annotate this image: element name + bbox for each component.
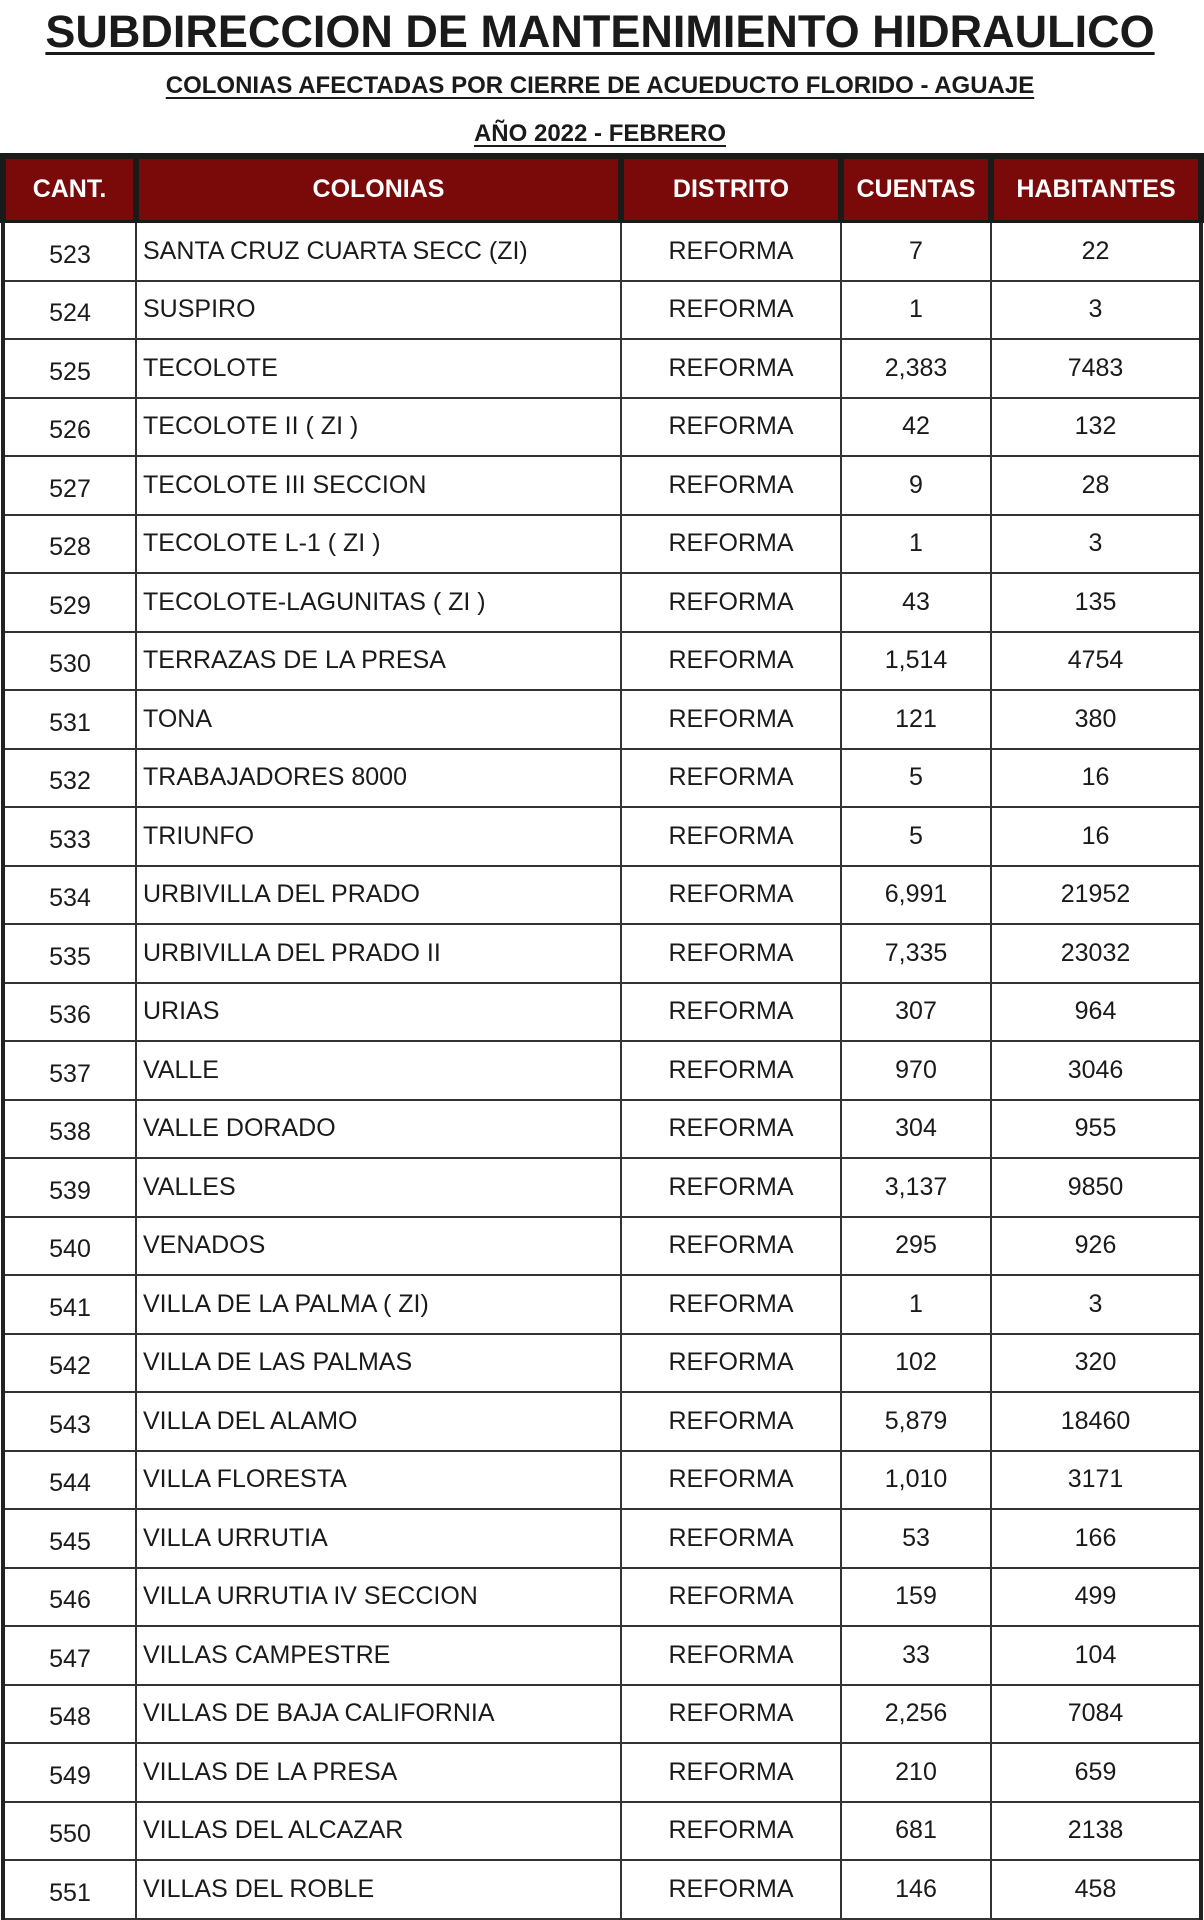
row-habitantes-cell: 16 xyxy=(991,749,1201,808)
row-cant-cell: 546 xyxy=(3,1568,136,1627)
row-cant-cell: 536 xyxy=(3,983,136,1042)
row-colonia-cell: TECOLOTE xyxy=(136,339,621,398)
table-row xyxy=(3,1334,1201,1393)
row-cant-cell: 529 xyxy=(3,573,136,632)
row-cuentas-cell: 159 xyxy=(841,1568,991,1627)
row-cant-cell: 540 xyxy=(3,1217,136,1276)
table-row xyxy=(3,1626,1201,1685)
row-colonia-cell: VILLA DE LA PALMA ( ZI) xyxy=(136,1275,621,1334)
row-cant-cell: 530 xyxy=(3,632,136,691)
table-row xyxy=(3,573,1201,632)
table-row xyxy=(3,1100,1201,1159)
table-body xyxy=(3,222,1201,1919)
row-habitantes-cell: 18460 xyxy=(991,1392,1201,1451)
row-habitantes-cell: 964 xyxy=(991,983,1201,1042)
row-distrito-cell: REFORMA xyxy=(621,1217,841,1276)
row-habitantes-cell: 926 xyxy=(991,1217,1201,1276)
row-cuentas-cell: 2,383 xyxy=(841,339,991,398)
row-cant-cell: 534 xyxy=(3,866,136,925)
row-cant-cell: 541 xyxy=(3,1275,136,1334)
row-distrito-cell: REFORMA xyxy=(621,1743,841,1802)
row-cant-cell: 526 xyxy=(3,398,136,457)
row-cuentas-cell: 53 xyxy=(841,1509,991,1568)
row-cuentas-cell: 5 xyxy=(841,807,991,866)
row-habitantes-cell: 21952 xyxy=(991,866,1201,925)
document-period xyxy=(0,114,1200,154)
row-cant-cell: 549 xyxy=(3,1743,136,1802)
row-cant-cell: 543 xyxy=(3,1392,136,1451)
row-cuentas-cell: 1,010 xyxy=(841,1451,991,1510)
column-header-cuentas: CUENTAS xyxy=(841,156,991,222)
table-row xyxy=(3,1041,1201,1100)
row-colonia-cell: VILLA URRUTIA xyxy=(136,1509,621,1568)
row-cuentas-cell: 210 xyxy=(841,1743,991,1802)
row-colonia-cell: VILLA URRUTIA IV SECCION xyxy=(136,1568,621,1627)
row-colonia-cell: VILLA FLORESTA xyxy=(136,1451,621,1510)
table-row xyxy=(3,222,1201,281)
row-distrito-cell: REFORMA xyxy=(621,1626,841,1685)
colonias-table-container xyxy=(0,153,1200,1907)
row-colonia-cell: VALLE DORADO xyxy=(136,1100,621,1159)
row-distrito-cell: REFORMA xyxy=(621,983,841,1042)
row-colonia-cell: VENADOS xyxy=(136,1217,621,1276)
row-habitantes-cell: 955 xyxy=(991,1100,1201,1159)
row-colonia-cell: SUSPIRO xyxy=(136,281,621,340)
table-header-row xyxy=(3,156,1201,222)
row-distrito-cell: REFORMA xyxy=(621,1568,841,1627)
document-title xyxy=(0,2,1200,62)
row-cuentas-cell: 295 xyxy=(841,1217,991,1276)
row-cant-cell: 537 xyxy=(3,1041,136,1100)
row-habitantes-cell: 3 xyxy=(991,515,1201,574)
row-cant-cell: 544 xyxy=(3,1451,136,1510)
row-cant-cell: 538 xyxy=(3,1100,136,1159)
row-colonia-cell: SANTA CRUZ CUARTA SECC (ZI) xyxy=(136,222,621,281)
row-distrito-cell: REFORMA xyxy=(621,749,841,808)
row-cuentas-cell: 42 xyxy=(841,398,991,457)
colonias-table xyxy=(0,153,1204,1920)
row-distrito-cell: REFORMA xyxy=(621,1802,841,1861)
table-header xyxy=(3,156,1201,222)
row-distrito-cell: REFORMA xyxy=(621,456,841,515)
row-cuentas-cell: 121 xyxy=(841,690,991,749)
document-subtitle-text: COLONIAS AFECTADAS POR CIERRE DE ACUEDUCTO FLORIDO - AGUAJE xyxy=(165,72,1035,99)
row-colonia-cell: VILLAS DE LA PRESA xyxy=(136,1743,621,1802)
row-cuentas-cell: 1,514 xyxy=(841,632,991,691)
row-cant-cell: 539 xyxy=(3,1158,136,1217)
row-cant-cell: 531 xyxy=(3,690,136,749)
row-cuentas-cell: 102 xyxy=(841,1334,991,1393)
row-cant-cell: 542 xyxy=(3,1334,136,1393)
row-cant-cell: 547 xyxy=(3,1626,136,1685)
row-cant-cell: 524 xyxy=(3,281,136,340)
row-cant-cell: 551 xyxy=(3,1860,136,1919)
row-colonia-cell: VALLE xyxy=(136,1041,621,1100)
row-cant-cell: 532 xyxy=(3,749,136,808)
table-row xyxy=(3,983,1201,1042)
row-cuentas-cell: 681 xyxy=(841,1802,991,1861)
row-cant-cell: 527 xyxy=(3,456,136,515)
row-distrito-cell: REFORMA xyxy=(621,1392,841,1451)
row-habitantes-cell: 4754 xyxy=(991,632,1201,691)
table-row xyxy=(3,1860,1201,1919)
row-colonia-cell: TECOLOTE-LAGUNITAS ( ZI ) xyxy=(136,573,621,632)
row-cuentas-cell: 33 xyxy=(841,1626,991,1685)
row-colonia-cell: VILLAS CAMPESTRE xyxy=(136,1626,621,1685)
row-distrito-cell: REFORMA xyxy=(621,1275,841,1334)
row-colonia-cell: VILLAS DEL ALCAZAR xyxy=(136,1802,621,1861)
table-row xyxy=(3,749,1201,808)
column-header-cant: CANT. xyxy=(3,156,136,222)
table-row xyxy=(3,690,1201,749)
row-colonia-cell: VILLAS DEL ROBLE xyxy=(136,1860,621,1919)
row-cant-cell: 550 xyxy=(3,1802,136,1861)
table-row xyxy=(3,1743,1201,1802)
row-cant-cell: 533 xyxy=(3,807,136,866)
row-habitantes-cell: 166 xyxy=(991,1509,1201,1568)
row-colonia-cell: TONA xyxy=(136,690,621,749)
row-cuentas-cell: 970 xyxy=(841,1041,991,1100)
row-cuentas-cell: 304 xyxy=(841,1100,991,1159)
row-distrito-cell: REFORMA xyxy=(621,1158,841,1217)
row-colonia-cell: VILLAS DE BAJA CALIFORNIA xyxy=(136,1685,621,1744)
row-cuentas-cell: 146 xyxy=(841,1860,991,1919)
table-row xyxy=(3,339,1201,398)
row-habitantes-cell: 3171 xyxy=(991,1451,1201,1510)
row-cant-cell: 528 xyxy=(3,515,136,574)
row-distrito-cell: REFORMA xyxy=(621,1685,841,1744)
row-habitantes-cell: 23032 xyxy=(991,924,1201,983)
table-row xyxy=(3,1451,1201,1510)
row-colonia-cell: TERRAZAS DE LA PRESA xyxy=(136,632,621,691)
row-cuentas-cell: 1 xyxy=(841,515,991,574)
row-cuentas-cell: 2,256 xyxy=(841,1685,991,1744)
row-colonia-cell: URIAS xyxy=(136,983,621,1042)
row-habitantes-cell: 659 xyxy=(991,1743,1201,1802)
table-row xyxy=(3,632,1201,691)
row-cant-cell: 525 xyxy=(3,339,136,398)
row-habitantes-cell: 16 xyxy=(991,807,1201,866)
row-colonia-cell: TECOLOTE II ( ZI ) xyxy=(136,398,621,457)
document-title-text: SUBDIRECCION DE MANTENIMIENTO HIDRAULICO xyxy=(45,6,1155,57)
row-cuentas-cell: 3,137 xyxy=(841,1158,991,1217)
row-cuentas-cell: 1 xyxy=(841,281,991,340)
row-habitantes-cell: 2138 xyxy=(991,1802,1201,1861)
row-habitantes-cell: 132 xyxy=(991,398,1201,457)
row-habitantes-cell: 3046 xyxy=(991,1041,1201,1100)
row-habitantes-cell: 380 xyxy=(991,690,1201,749)
row-habitantes-cell: 22 xyxy=(991,222,1201,281)
row-colonia-cell: VALLES xyxy=(136,1158,621,1217)
row-cuentas-cell: 6,991 xyxy=(841,866,991,925)
row-colonia-cell: TECOLOTE III SECCION xyxy=(136,456,621,515)
row-cant-cell: 548 xyxy=(3,1685,136,1744)
row-habitantes-cell: 3 xyxy=(991,281,1201,340)
row-distrito-cell: REFORMA xyxy=(621,515,841,574)
table-row xyxy=(3,1802,1201,1861)
row-habitantes-cell: 458 xyxy=(991,1860,1201,1919)
table-row xyxy=(3,1685,1201,1744)
row-cuentas-cell: 43 xyxy=(841,573,991,632)
table-row xyxy=(3,1275,1201,1334)
row-colonia-cell: URBIVILLA DEL PRADO II xyxy=(136,924,621,983)
row-cuentas-cell: 9 xyxy=(841,456,991,515)
table-row xyxy=(3,866,1201,925)
row-distrito-cell: REFORMA xyxy=(621,1100,841,1159)
row-distrito-cell: REFORMA xyxy=(621,1334,841,1393)
row-cant-cell: 535 xyxy=(3,924,136,983)
column-header-distrito: DISTRITO xyxy=(621,156,841,222)
row-colonia-cell: URBIVILLA DEL PRADO xyxy=(136,866,621,925)
column-header-colonias: COLONIAS xyxy=(136,156,621,222)
row-colonia-cell: TRABAJADORES 8000 xyxy=(136,749,621,808)
table-row xyxy=(3,1392,1201,1451)
row-cuentas-cell: 7,335 xyxy=(841,924,991,983)
row-distrito-cell: REFORMA xyxy=(621,1860,841,1919)
row-habitantes-cell: 7483 xyxy=(991,339,1201,398)
table-row xyxy=(3,1509,1201,1568)
row-distrito-cell: REFORMA xyxy=(621,866,841,925)
column-header-habitantes: HABITANTES xyxy=(991,156,1201,222)
row-distrito-cell: REFORMA xyxy=(621,690,841,749)
row-habitantes-cell: 3 xyxy=(991,1275,1201,1334)
table-row xyxy=(3,1217,1201,1276)
row-distrito-cell: REFORMA xyxy=(621,281,841,340)
row-habitantes-cell: 499 xyxy=(991,1568,1201,1627)
row-distrito-cell: REFORMA xyxy=(621,398,841,457)
table-row xyxy=(3,398,1201,457)
row-habitantes-cell: 28 xyxy=(991,456,1201,515)
table-row xyxy=(3,515,1201,574)
row-habitantes-cell: 135 xyxy=(991,573,1201,632)
row-distrito-cell: REFORMA xyxy=(621,222,841,281)
row-habitantes-cell: 7084 xyxy=(991,1685,1201,1744)
row-cuentas-cell: 307 xyxy=(841,983,991,1042)
table-row xyxy=(3,807,1201,866)
row-distrito-cell: REFORMA xyxy=(621,1041,841,1100)
row-habitantes-cell: 9850 xyxy=(991,1158,1201,1217)
row-colonia-cell: VILLA DE LAS PALMAS xyxy=(136,1334,621,1393)
row-colonia-cell: TRIUNFO xyxy=(136,807,621,866)
row-distrito-cell: REFORMA xyxy=(621,807,841,866)
row-cuentas-cell: 5 xyxy=(841,749,991,808)
row-colonia-cell: TECOLOTE L-1 ( ZI ) xyxy=(136,515,621,574)
row-distrito-cell: REFORMA xyxy=(621,1509,841,1568)
row-distrito-cell: REFORMA xyxy=(621,632,841,691)
table-row xyxy=(3,1158,1201,1217)
table-row xyxy=(3,281,1201,340)
row-distrito-cell: REFORMA xyxy=(621,573,841,632)
row-cant-cell: 523 xyxy=(3,222,136,281)
table-row xyxy=(3,1568,1201,1627)
row-habitantes-cell: 104 xyxy=(991,1626,1201,1685)
table-row xyxy=(3,924,1201,983)
row-cuentas-cell: 7 xyxy=(841,222,991,281)
row-distrito-cell: REFORMA xyxy=(621,1451,841,1510)
table-row xyxy=(3,456,1201,515)
row-distrito-cell: REFORMA xyxy=(621,339,841,398)
row-colonia-cell: VILLA DEL ALAMO xyxy=(136,1392,621,1451)
document-period-text: AÑO 2022 - FEBRERO xyxy=(473,120,727,147)
document-subtitle xyxy=(0,66,1200,106)
row-distrito-cell: REFORMA xyxy=(621,924,841,983)
row-cuentas-cell: 5,879 xyxy=(841,1392,991,1451)
row-cuentas-cell: 1 xyxy=(841,1275,991,1334)
row-habitantes-cell: 320 xyxy=(991,1334,1201,1393)
row-cant-cell: 545 xyxy=(3,1509,136,1568)
